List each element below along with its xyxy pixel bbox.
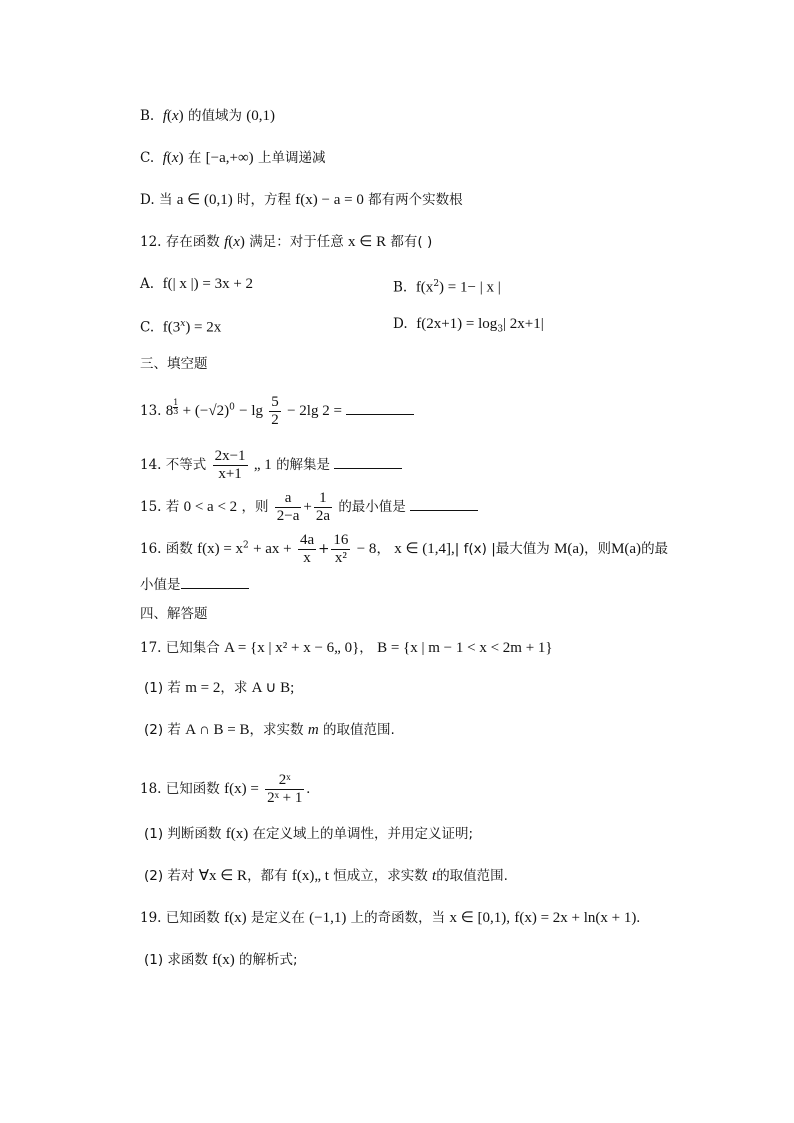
option-label: B. <box>140 108 155 124</box>
equation: | 2x+1| <box>503 316 544 332</box>
equation: ) = 2x <box>185 319 222 336</box>
question-text: 已知集合 <box>165 640 220 656</box>
equation: − 8 <box>356 541 377 557</box>
question-number: 12. <box>140 234 162 250</box>
fraction: $\frac{4a}{x}$ <box>299 532 315 566</box>
part-text: (1) 求函数 <box>144 952 208 968</box>
question-14 <box>140 448 402 483</box>
set-b: B = {x | m − 1 < x < 2m + 1} <box>377 640 553 656</box>
condition: x ∈ R <box>348 234 387 250</box>
question-text: ，则 <box>241 499 269 515</box>
condition: x ∈ (1,4], <box>394 541 455 557</box>
question-text: 都有( ) <box>390 234 433 250</box>
question-text: 存在函数 <box>165 234 220 250</box>
question-number: 13. <box>140 403 162 419</box>
variable: m <box>307 722 319 738</box>
condition: m = 2 <box>185 680 221 696</box>
question-18: 18. 已知函数 f(x) = $\frac{\text{2ˣ}}{\text{2ˣ + 1}}$ . <box>140 772 311 806</box>
fraction: $\frac{\text{2ˣ}}{\text{2ˣ + 1}}$ <box>267 772 303 806</box>
option-label: D. <box>140 192 155 208</box>
part-text: 的解析式; <box>239 952 298 968</box>
condition: x ∈ [0,1), <box>449 910 511 926</box>
section-fill-in: 三、填空题 <box>140 356 208 372</box>
answer-blank <box>334 454 402 469</box>
question-text: 已知函数 <box>165 781 220 797</box>
question-17: 17. 已知集合 A = {x | x² + x − 6„ 0}， B = {x | m − 1 < x < 2m + 1} <box>140 640 553 656</box>
answer-blank <box>410 496 478 511</box>
relation: „ 1 <box>253 457 272 473</box>
term: + (−√2) <box>182 403 230 419</box>
q12-option-a <box>140 274 253 294</box>
option-b: B. f(x) 的值域为 (0,1) <box>140 108 275 124</box>
option-text: 上单调递减 <box>257 150 326 166</box>
part-text: 恒成立，求实数 <box>333 868 428 884</box>
exponent: 0 <box>229 402 235 413</box>
question-19 <box>140 908 640 928</box>
equation: f(x) − a = 0 <box>295 192 364 208</box>
question-number: 15. <box>140 499 162 515</box>
question-number: 17. <box>140 640 162 656</box>
base: 8 <box>165 403 174 419</box>
option-label: C. <box>140 319 155 336</box>
variable: t <box>432 868 437 884</box>
question-text: 函数 <box>165 541 193 557</box>
option-label: D. <box>393 316 408 332</box>
equation: f(x) = <box>224 781 259 797</box>
equation: ) = 1− | x | <box>439 279 501 296</box>
part-text: (1) 若 <box>144 680 181 696</box>
option-label: C. <box>140 150 155 166</box>
q12-option-c: C. $f(3^x) = 2x$ <box>140 319 222 336</box>
equation: f(| x |) = 3x + 2 <box>162 276 254 292</box>
q18-part-2: (2) 若对 ∀x ∈ R，都有 f(x)„ t 恒成立，求实数 t的取值范围. <box>144 868 508 884</box>
condition: a ∈ (0,1) <box>176 192 233 208</box>
question-15: 15. 若 0 < a < 2 ，则 $\frac{a}{2-a}$ + $\frac{1}{2a}$ 的最小值是 <box>140 490 478 525</box>
question-text: 小值是 <box>140 577 181 593</box>
question-text: 若 <box>165 499 180 515</box>
equation: f(x) = 2x + ln(x + 1). <box>514 910 641 926</box>
question-text: 不等式 <box>165 457 207 473</box>
question-text: 已知函数 <box>165 910 220 926</box>
q18-part-1 <box>144 824 473 844</box>
set-a: A = {x | x² + x − 6„ 0} <box>224 640 360 656</box>
part-text: (2) 若对 <box>144 868 195 884</box>
fraction: $\frac{1}{2a}$ <box>315 490 331 524</box>
equation: + ax + <box>253 541 292 557</box>
fraction: $\frac{5}{2}$ <box>271 394 279 428</box>
question-text: 上的奇函数，当 <box>350 910 446 926</box>
option-text: 时，方程 <box>237 192 291 208</box>
term: − 2lg 2 = <box>287 403 342 419</box>
answer-blank <box>346 400 414 415</box>
question-12: 12. 存在函数 f(x) 满足：对于任意 x ∈ R 都有( ) <box>140 234 433 250</box>
question-13 <box>140 394 414 429</box>
fraction: $\frac{2x-1}{x+1}$ <box>214 448 246 482</box>
question-text: 是定义在 <box>250 910 305 926</box>
condition: 0 < a < 2 <box>183 499 238 515</box>
q12-option-b: B. $f(x^2) = 1-$ | x | <box>393 279 501 296</box>
q12-option-d <box>393 314 544 340</box>
max-expression: M(a) <box>554 541 585 557</box>
part-text: 的取值范围. <box>322 722 395 738</box>
expression: A ∪ B; <box>251 680 295 696</box>
q19-part-1 <box>144 950 298 970</box>
equation: f(x <box>415 279 434 296</box>
option-text: 都有两个实数根 <box>368 192 463 208</box>
option-text: 的值域为 <box>187 108 242 124</box>
inequality: f(x)„ t <box>291 868 329 884</box>
question-text: | f(x) |最大值为 <box>454 541 550 557</box>
function: f(x) <box>225 826 249 842</box>
question-text: 的最 <box>641 541 669 557</box>
part-text: 在定义域上的单调性，并用定义证明; <box>252 826 474 842</box>
option-text: 在 <box>187 150 202 166</box>
equation: f(3 <box>162 319 181 336</box>
equation: f(x) = x <box>197 541 244 557</box>
question-16: 16. 函数 $f(x) = x^2$ + ax + $\frac{4a}{x}$ + $\frac{16}{\text{x²}}$ − 8， x ∈ (1,4],| f(x) |最大值为 M(a)，则M(a)的最 <box>140 532 669 566</box>
question-number: 16. <box>140 541 162 557</box>
part-text: (1) 判断函数 <box>144 826 222 842</box>
condition: A ∩ B = B <box>185 722 250 738</box>
equation: f(2x+1) = log <box>416 316 498 332</box>
question-text: 的解集是 <box>276 457 331 473</box>
function: f(x) <box>212 952 235 968</box>
interval-value: [−a,+∞) <box>205 150 254 166</box>
option-label: B. <box>393 279 408 296</box>
q17-part-1: (1) 若 m = 2，求 A ∪ B; <box>144 680 295 696</box>
max-expression: M(a) <box>611 541 642 557</box>
func-fx: f <box>162 108 167 124</box>
answer-blank <box>181 574 249 589</box>
function: f(x) <box>224 910 247 926</box>
question-text: 满足：对于任意 <box>249 234 344 250</box>
fraction: $\frac{a}{2-a}$ <box>276 490 300 524</box>
fraction: $\frac{16}{\text{x²}}$ <box>333 532 349 566</box>
exp-num: 1 <box>173 398 179 407</box>
question-number: 19. <box>140 910 162 926</box>
question-16-cont <box>140 574 249 595</box>
option-text: 当 <box>158 192 173 208</box>
part-text: (2) 若 <box>144 722 181 738</box>
question-text: 的最小值是 <box>338 499 406 515</box>
question-number: 18. <box>140 781 162 797</box>
range-value: (0,1) <box>246 108 275 124</box>
question-number: 14. <box>140 457 162 473</box>
option-c: C. f(x) 在 [−a,+∞) 上单调递减 <box>140 150 326 166</box>
condition: ∀x ∈ R <box>198 868 248 884</box>
domain: (−1,1) <box>309 910 347 926</box>
option-d <box>140 190 463 210</box>
q17-part-2: (2) 若 A ∩ B = B，求实数 m 的取值范围. <box>144 722 395 738</box>
exp-den: 3 <box>173 407 179 416</box>
section-answer: 四、解答题 <box>140 606 208 622</box>
log-base: 3 <box>497 324 504 335</box>
term: − lg <box>239 403 263 419</box>
option-label: A. <box>140 276 155 292</box>
